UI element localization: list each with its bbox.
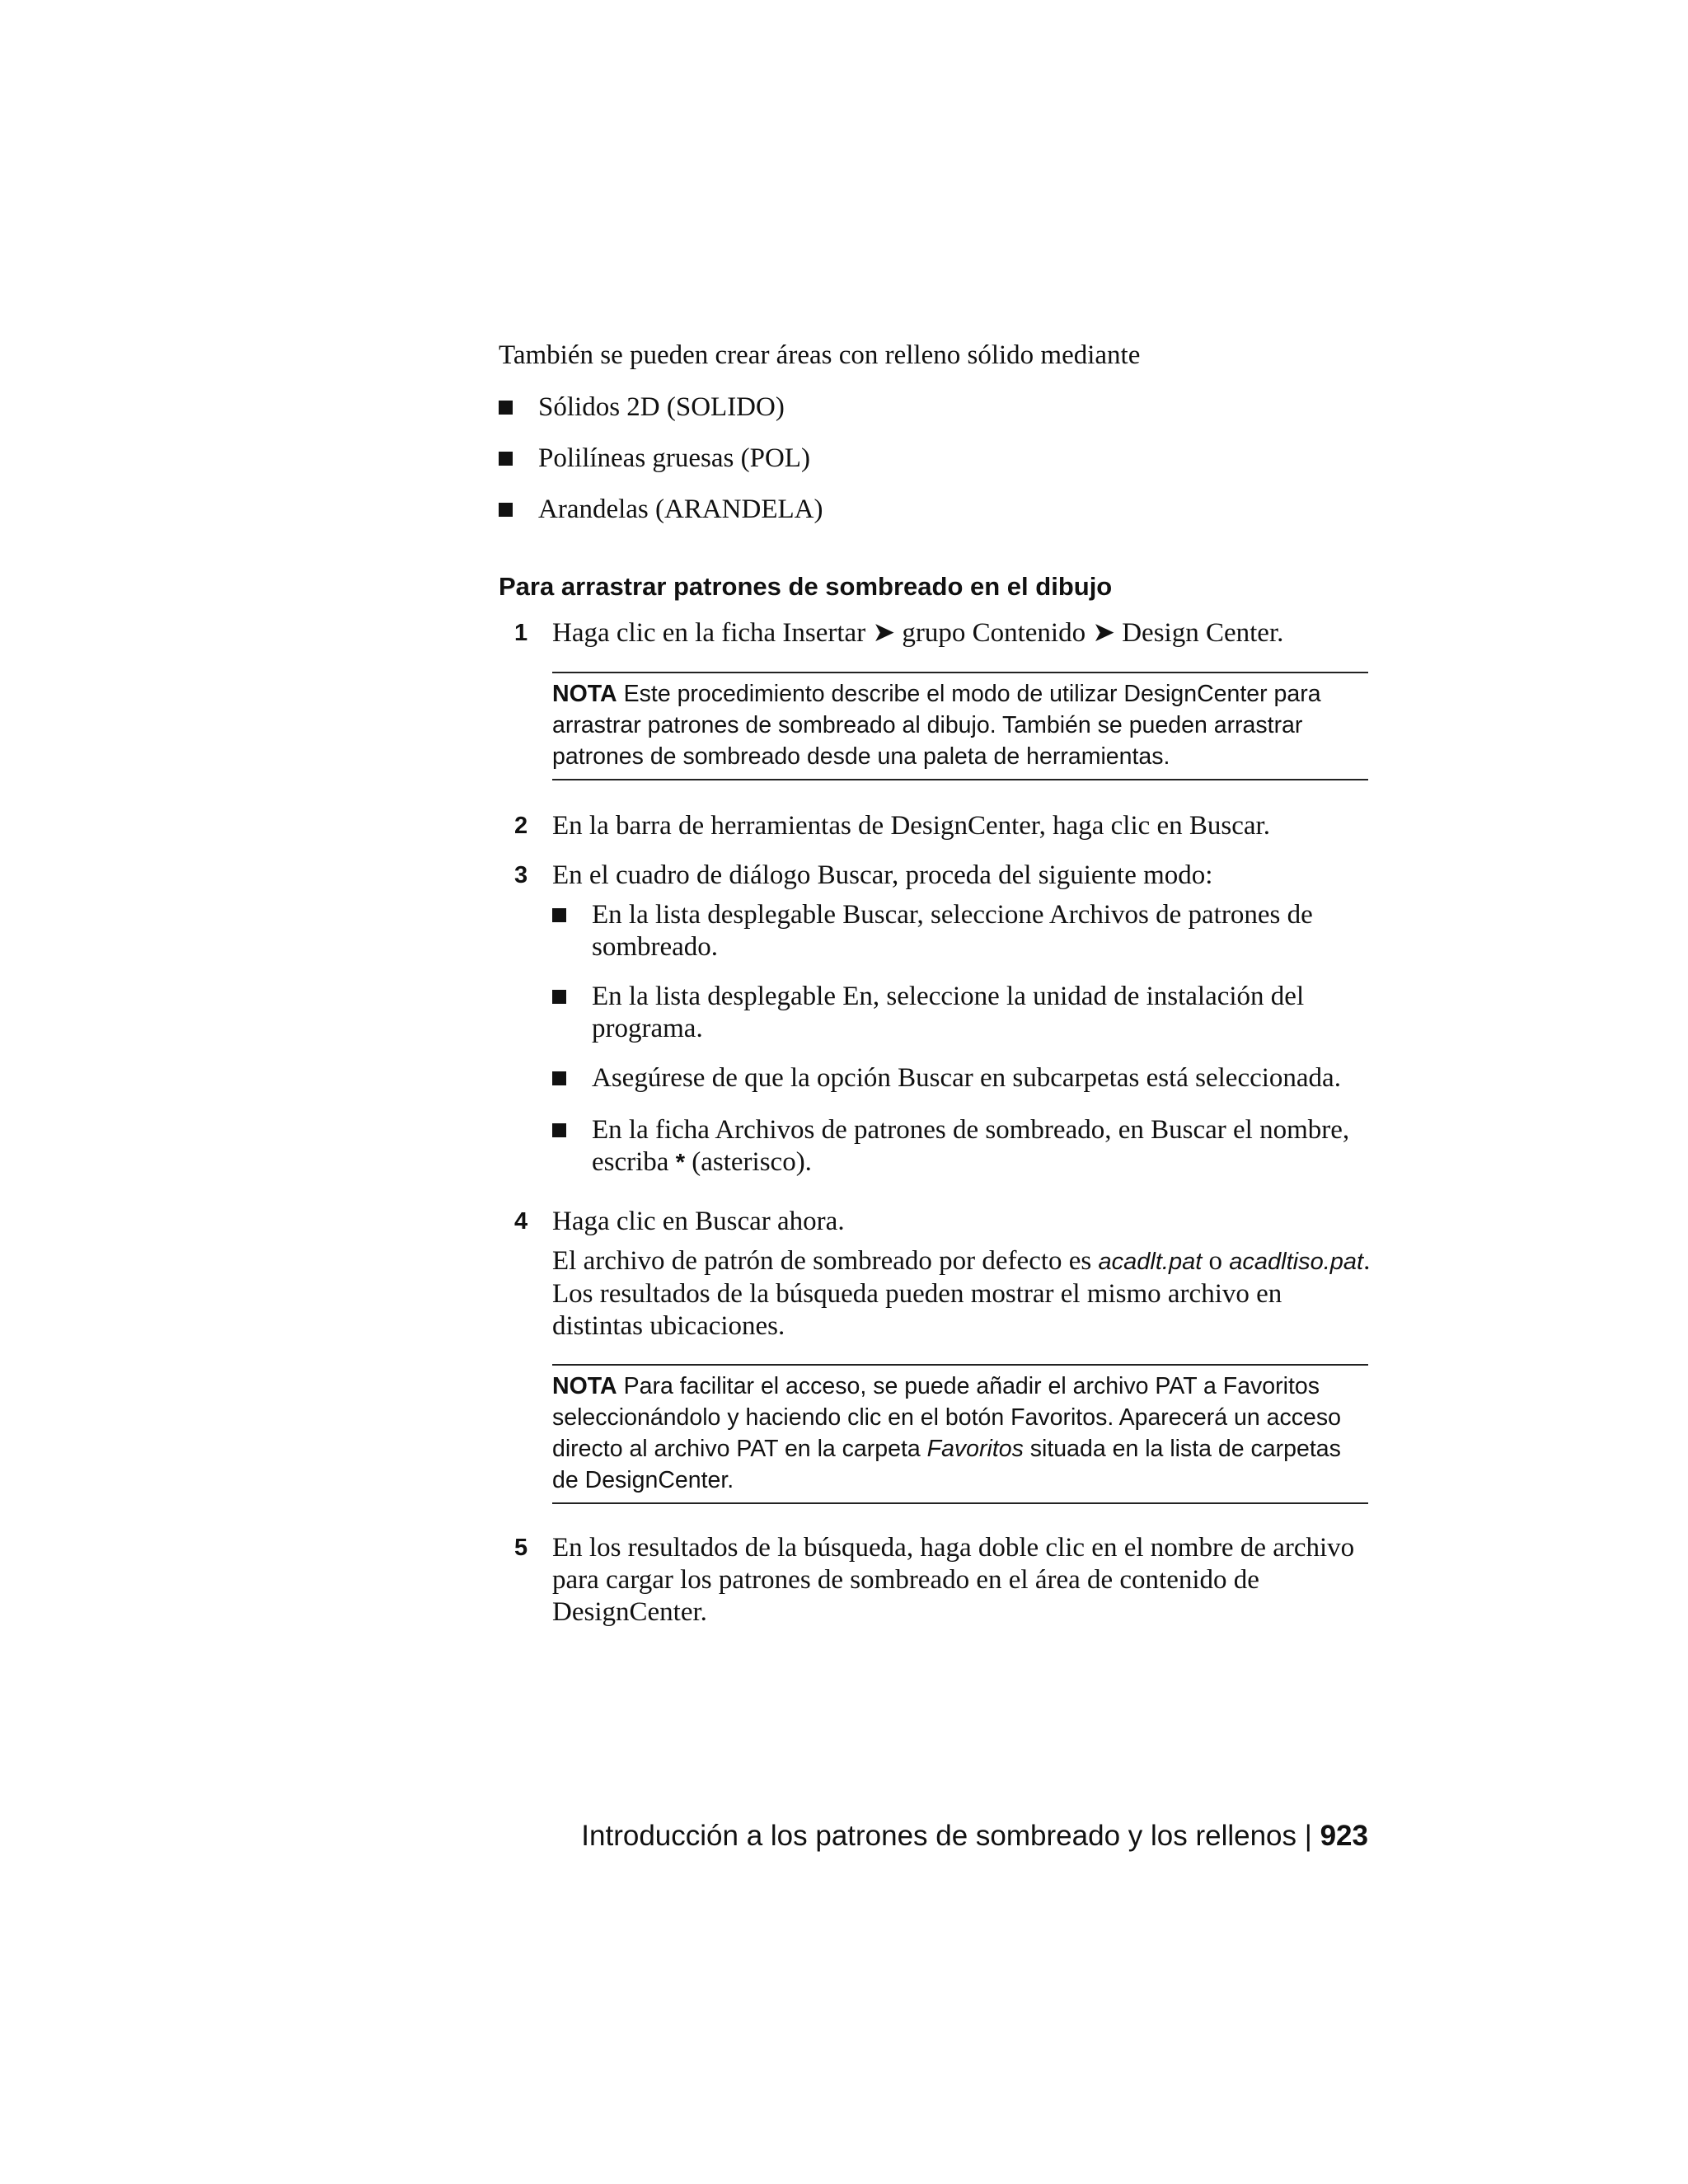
intro-text: También se pueden crear áreas con relleno sólido mediante [499, 340, 1141, 370]
page-footer [581, 1818, 1368, 1854]
bullet-text-post: (asterisco). [692, 1147, 812, 1177]
note-label: NOTA [552, 681, 617, 707]
step-bullet-text [592, 1114, 1375, 1179]
asterisk-code: * [675, 1150, 685, 1176]
detail-text-pre: El archivo de patrón de sombreado por defecto es [552, 1246, 1092, 1276]
intro-bullet-text: Polilíneas gruesas (POL) [538, 443, 810, 473]
step-number: 3 [514, 862, 528, 888]
step-text: Haga clic en Buscar ahora. [552, 1207, 845, 1236]
step-number: 4 [514, 1208, 528, 1235]
note-text: Este procedimiento describe el modo de utilizar DesignCenter para arrastrar patrones de sombreado al dibujo. También se pueden arrastrar patrones de sombreado desde una paleta de herramientas. [552, 681, 1321, 770]
square-bullet-icon [552, 908, 566, 922]
square-bullet-icon [552, 1123, 566, 1137]
note-text-pre: Para facilitar el acceso, se puede añadir el archivo PAT a Favoritos seleccionándolo y haciendo clic en el botón Favoritos. Aparecerá un acceso directo al archivo PAT en la carpeta [552, 1373, 1341, 1462]
filename-acadltiso: acadltiso.pat [1229, 1249, 1364, 1275]
step-number: 2 [514, 813, 528, 839]
step-bullet-item [552, 1062, 1376, 1095]
note-box [552, 1364, 1368, 1504]
note-label: NOTA [552, 1373, 617, 1399]
step-bullet-text: En la lista desplegable En, seleccione la unidad de instalación del programa. [592, 982, 1305, 1043]
step-number: 5 [514, 1535, 528, 1561]
filename-acadlt: acadlt.pat [1098, 1249, 1203, 1275]
footer-chapter-title: Introducción a los patrones de sombreado y los rellenos [581, 1820, 1297, 1852]
page-number: 923 [1320, 1820, 1368, 1852]
step-text: En el cuadro de diálogo Buscar, proceda del siguiente modo: [552, 860, 1213, 890]
square-bullet-icon [499, 452, 513, 466]
step-text: En los resultados de la búsqueda, haga doble clic en el nombre de archivo para cargar los patrones de sombreado en el área de contenido de DesignCenter. [552, 1533, 1355, 1627]
note-box [552, 672, 1368, 780]
step-bullet-text: Asegúrese de que la opción Buscar en subcarpetas está seleccionada. [592, 1063, 1341, 1093]
step-bullet-item [552, 981, 1376, 1047]
square-bullet-icon [552, 1071, 566, 1085]
detail-text-mid: o [1208, 1246, 1223, 1276]
square-bullet-icon [552, 990, 566, 1004]
step-bullet-item [552, 1114, 1376, 1180]
intro-bullet-text: Sólidos 2D (SOLIDO) [538, 392, 785, 422]
step-bullet-text: En la lista desplegable Buscar, seleccione Archivos de patrones de sombreado. [592, 900, 1313, 962]
step-bullet-item [552, 899, 1376, 965]
square-bullet-icon [499, 401, 513, 415]
note-text-post: situada en la lista de carpetas de DesignCenter. [552, 1436, 1341, 1493]
step-text: En la barra de herramientas de DesignCenter, haga clic en Buscar. [552, 811, 1270, 841]
intro-bullet-text: Arandelas (ARANDELA) [538, 494, 823, 524]
step-number: 1 [514, 620, 528, 646]
section-heading: Para arrastrar patrones de sombreado en el dibujo [499, 572, 1113, 601]
bullet-text-pre: En la ficha Archivos de patrones de sombreado, en Buscar el nombre, escriba [592, 1115, 1350, 1177]
step-detail-paragraph [552, 1245, 1372, 1343]
folder-name: Favoritos [926, 1436, 1024, 1462]
footer-separator: | [1304, 1820, 1312, 1852]
step-text: Haga clic en la ficha Insertar ➤ grupo Contenido ➤ Design Center. [552, 618, 1284, 648]
square-bullet-icon [499, 503, 513, 517]
detail-text-post: . Los resultados de la búsqueda pueden mostrar el mismo archivo en distintas ubicaciones. [552, 1246, 1371, 1341]
